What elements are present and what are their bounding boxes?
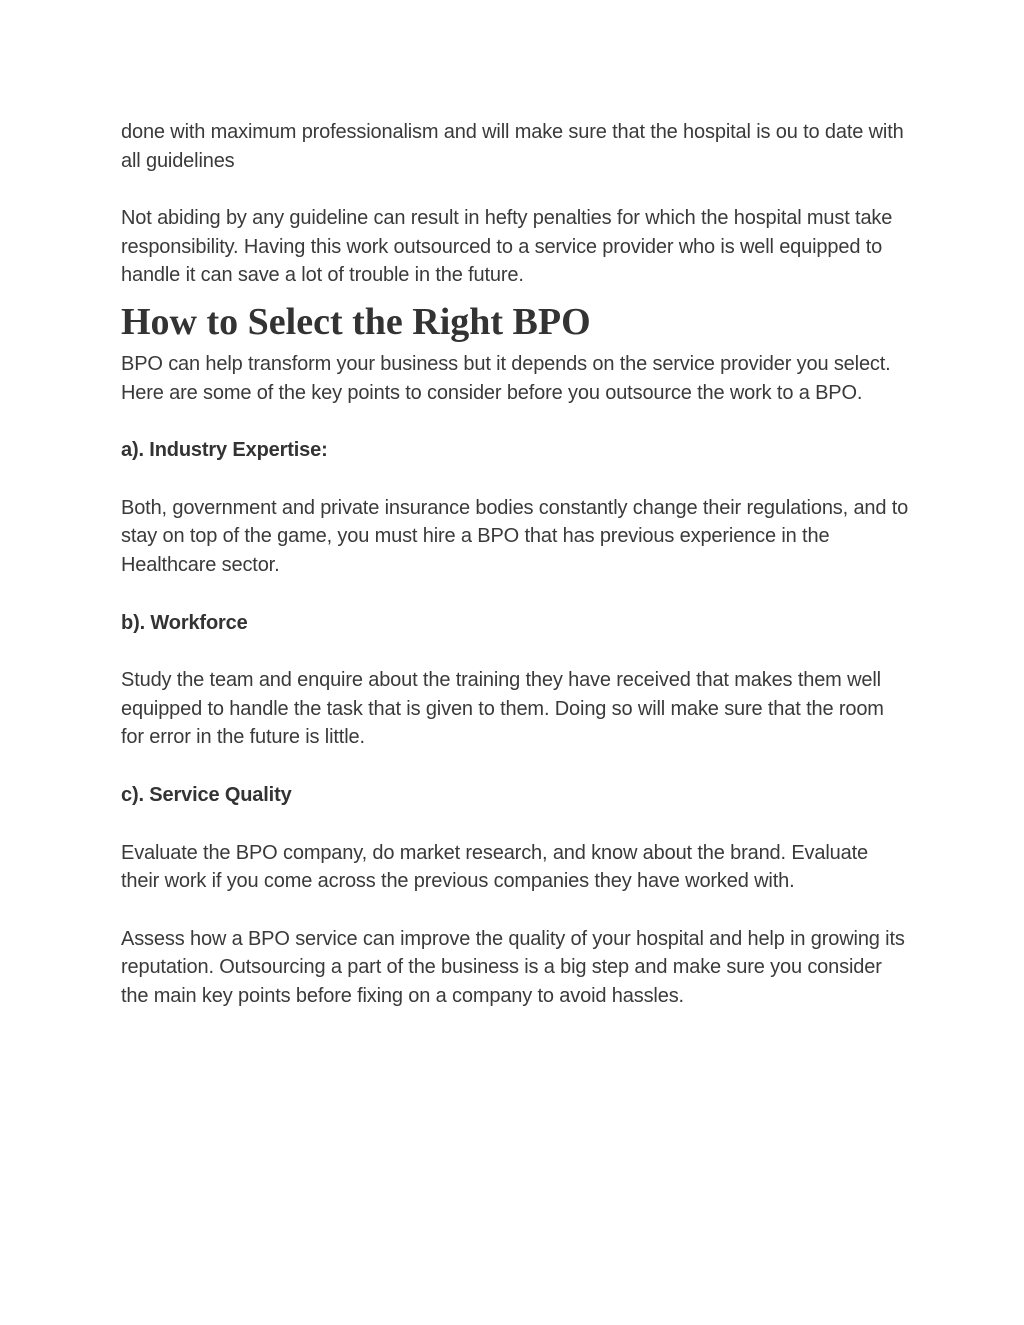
intro-continuation-paragraph: done with maximum professionalism and will make sure that the hospital is ou to date with all guidelines [121, 121, 904, 172]
paragraph-gap [121, 407, 911, 436]
paragraph-gap [121, 896, 911, 925]
section-intro-paragraph: BPO can help transform your business but it depends on the service provider you select. Here are some of the key points to consider before you outsource the work to a BPO. [121, 352, 891, 404]
paragraph-gap [121, 580, 911, 609]
point-a-heading: a). Industry Expertise: [121, 439, 328, 462]
conclusion-paragraph: Assess how a BPO service can improve the quality of your hospital and help in growing its reputation. Outsourcing a part of the business is a big step and make sure you consider the main key points before fixing on a company to avoid hassles. [121, 927, 905, 1007]
point-c-heading: c). Service Quality [121, 783, 292, 806]
point-c-body: Evaluate the BPO company, do market research, and know about the brand. Evaluate their work if you come across the previous companies they have worked with. [121, 841, 868, 893]
point-b-body: Study the team and enquire about the training they have received that makes them well equipped to handle the task that is given to them. Doing so will make sure that the room for error in the future is little. [121, 669, 884, 749]
section-heading: How to Select the Right BPO [121, 300, 591, 343]
paragraph-gap [121, 465, 911, 494]
point-b-heading: b). Workforce [121, 611, 248, 634]
paragraph-gap [121, 810, 911, 839]
paragraph-gap [121, 175, 911, 204]
document-page [121, 118, 911, 1010]
point-a-body: Both, government and private insurance bodies constantly change their regulations, and to stay on top of the game, you must hire a BPO that has previous experience in the Healthcare sector. [121, 496, 909, 576]
penalties-paragraph: Not abiding by any guideline can result in hefty penalties for which the hospital must take responsibility. Having this work outsourced to a service provider who is well equipped to handle it can save a lot of trouble in the future. [121, 207, 893, 287]
paragraph-gap [121, 637, 911, 666]
paragraph-gap [121, 752, 911, 781]
